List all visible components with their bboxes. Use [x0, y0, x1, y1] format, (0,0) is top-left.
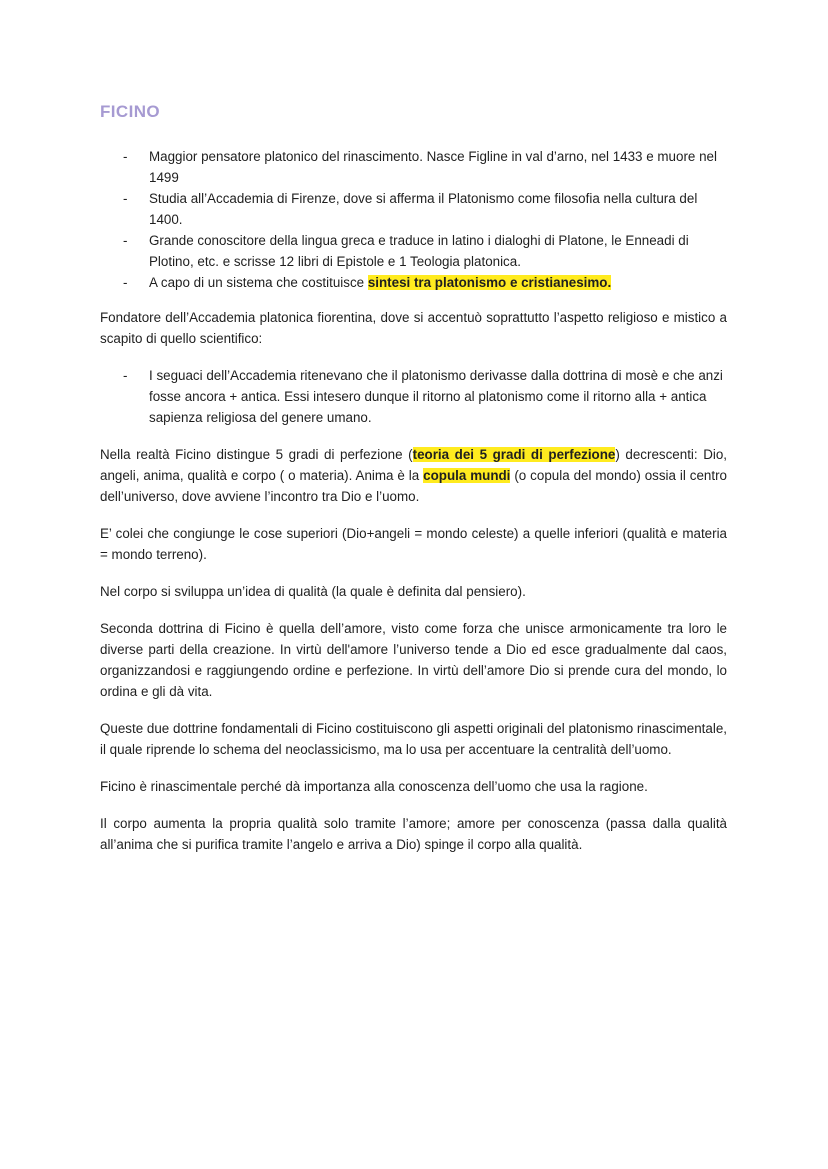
list-item-text: A capo di un sistema che costituisce [149, 275, 368, 290]
bullet-list-seguaci [100, 365, 727, 428]
highlighted-text: sintesi tra platonismo e cristianesimo. [367, 275, 612, 290]
list-item-text: Studia all’Accademia di Firenze, dove si afferma il Platonismo come filosofia nella cultura del 1400. [149, 191, 698, 227]
paragraph-qualita: Il corpo aumenta la propria qualità solo tramite l’amore; amore per conoscenza (passa dalla qualità all’anima che si purifica tramite l’angelo e arriva a Dio) spinge il corpo alla qualità. [100, 816, 727, 852]
list-item [100, 365, 727, 428]
paragraph-rinascimentale: Ficino è rinascimentale perché dà importanza alla conoscenza dell’uomo che usa la ragione. [100, 779, 648, 794]
text-segment: (o copula del mondo) ossia il centro dell’universo, dove avviene l’incontro tra Dio e l’uomo. [100, 468, 727, 504]
paragraph-amore: Seconda dottrina di Ficino è quella dell’amore, visto come forza che unisce armonicamente tra loro le diverse parti della creazione. In virtù dell'amore l’universo tende a Dio ed esce gradualmente dal caos, organizzandosi e raggiungendo ordine e perfezione. In virtù dell’amore Dio si prende cura del mondo, lo ordina e gli dà vita. [100, 621, 727, 699]
list-item-text: Maggior pensatore platonico del rinascimento. Nasce Figline in val d’arno, nel 1433 e muore nel 1499 [149, 149, 717, 185]
list-item-text: I seguaci dell’Accademia ritenevano che il platonismo derivasse dalla dottrina di mosè e che anzi fosse ancora + antica. Essi intesero dunque il ritorno al platonismo come il ritorno alla + antica sapienza religiosa del genere umano. [149, 368, 723, 425]
bullet-dash: - [123, 275, 128, 290]
paragraph-gradi [100, 444, 727, 507]
list-item [100, 188, 727, 230]
page-title: FICINO [100, 102, 161, 121]
bullet-dash: - [123, 368, 128, 383]
list-item [100, 230, 727, 272]
bullet-dash: - [123, 191, 128, 206]
text-segment: ) decrescenti: Dio, angeli, anima, qualità e corpo ( o materia). Anima è la [100, 447, 728, 483]
list-item [100, 272, 727, 293]
bullet-dash: - [123, 233, 128, 248]
paragraph-dottrine: Queste due dottrine fondamentali di Ficino costituiscono gli aspetti originali del platonismo rinascimentale, il quale riprende lo schema del neoclassicismo, ma lo usa per accentuare la centralità dell’uomo. [100, 721, 727, 757]
bullet-list-biography [100, 146, 727, 293]
bullet-dash: - [123, 149, 128, 164]
list-item-text: Grande conoscitore della lingua greca e traduce in latino i dialoghi di Platone, le Enneadi di Plotino, etc. e scrisse 12 libri di Epistole e 1 Teologia platonica. [149, 233, 689, 269]
highlighted-text: copula mundi [423, 468, 511, 483]
paragraph-colei: E’ colei che congiunge le cose superiori (Dio+angeli = mondo celeste) a quelle inferiori (qualità e materia = mondo terreno). [100, 526, 727, 562]
paragraph-fondatore: Fondatore dell’Accademia platonica fiorentina, dove si accentuò soprattutto l’aspetto religioso e mistico a scapito di quello scientifico: [100, 310, 727, 346]
text-segment: Nella realtà Ficino distingue 5 gradi di perfezione ( [100, 447, 413, 462]
list-item [100, 146, 727, 188]
highlighted-text: teoria dei 5 gradi di perfezione [412, 447, 616, 462]
paragraph-corpo: Nel corpo si sviluppa un’idea di qualità (la quale è definita dal pensiero). [100, 584, 526, 599]
